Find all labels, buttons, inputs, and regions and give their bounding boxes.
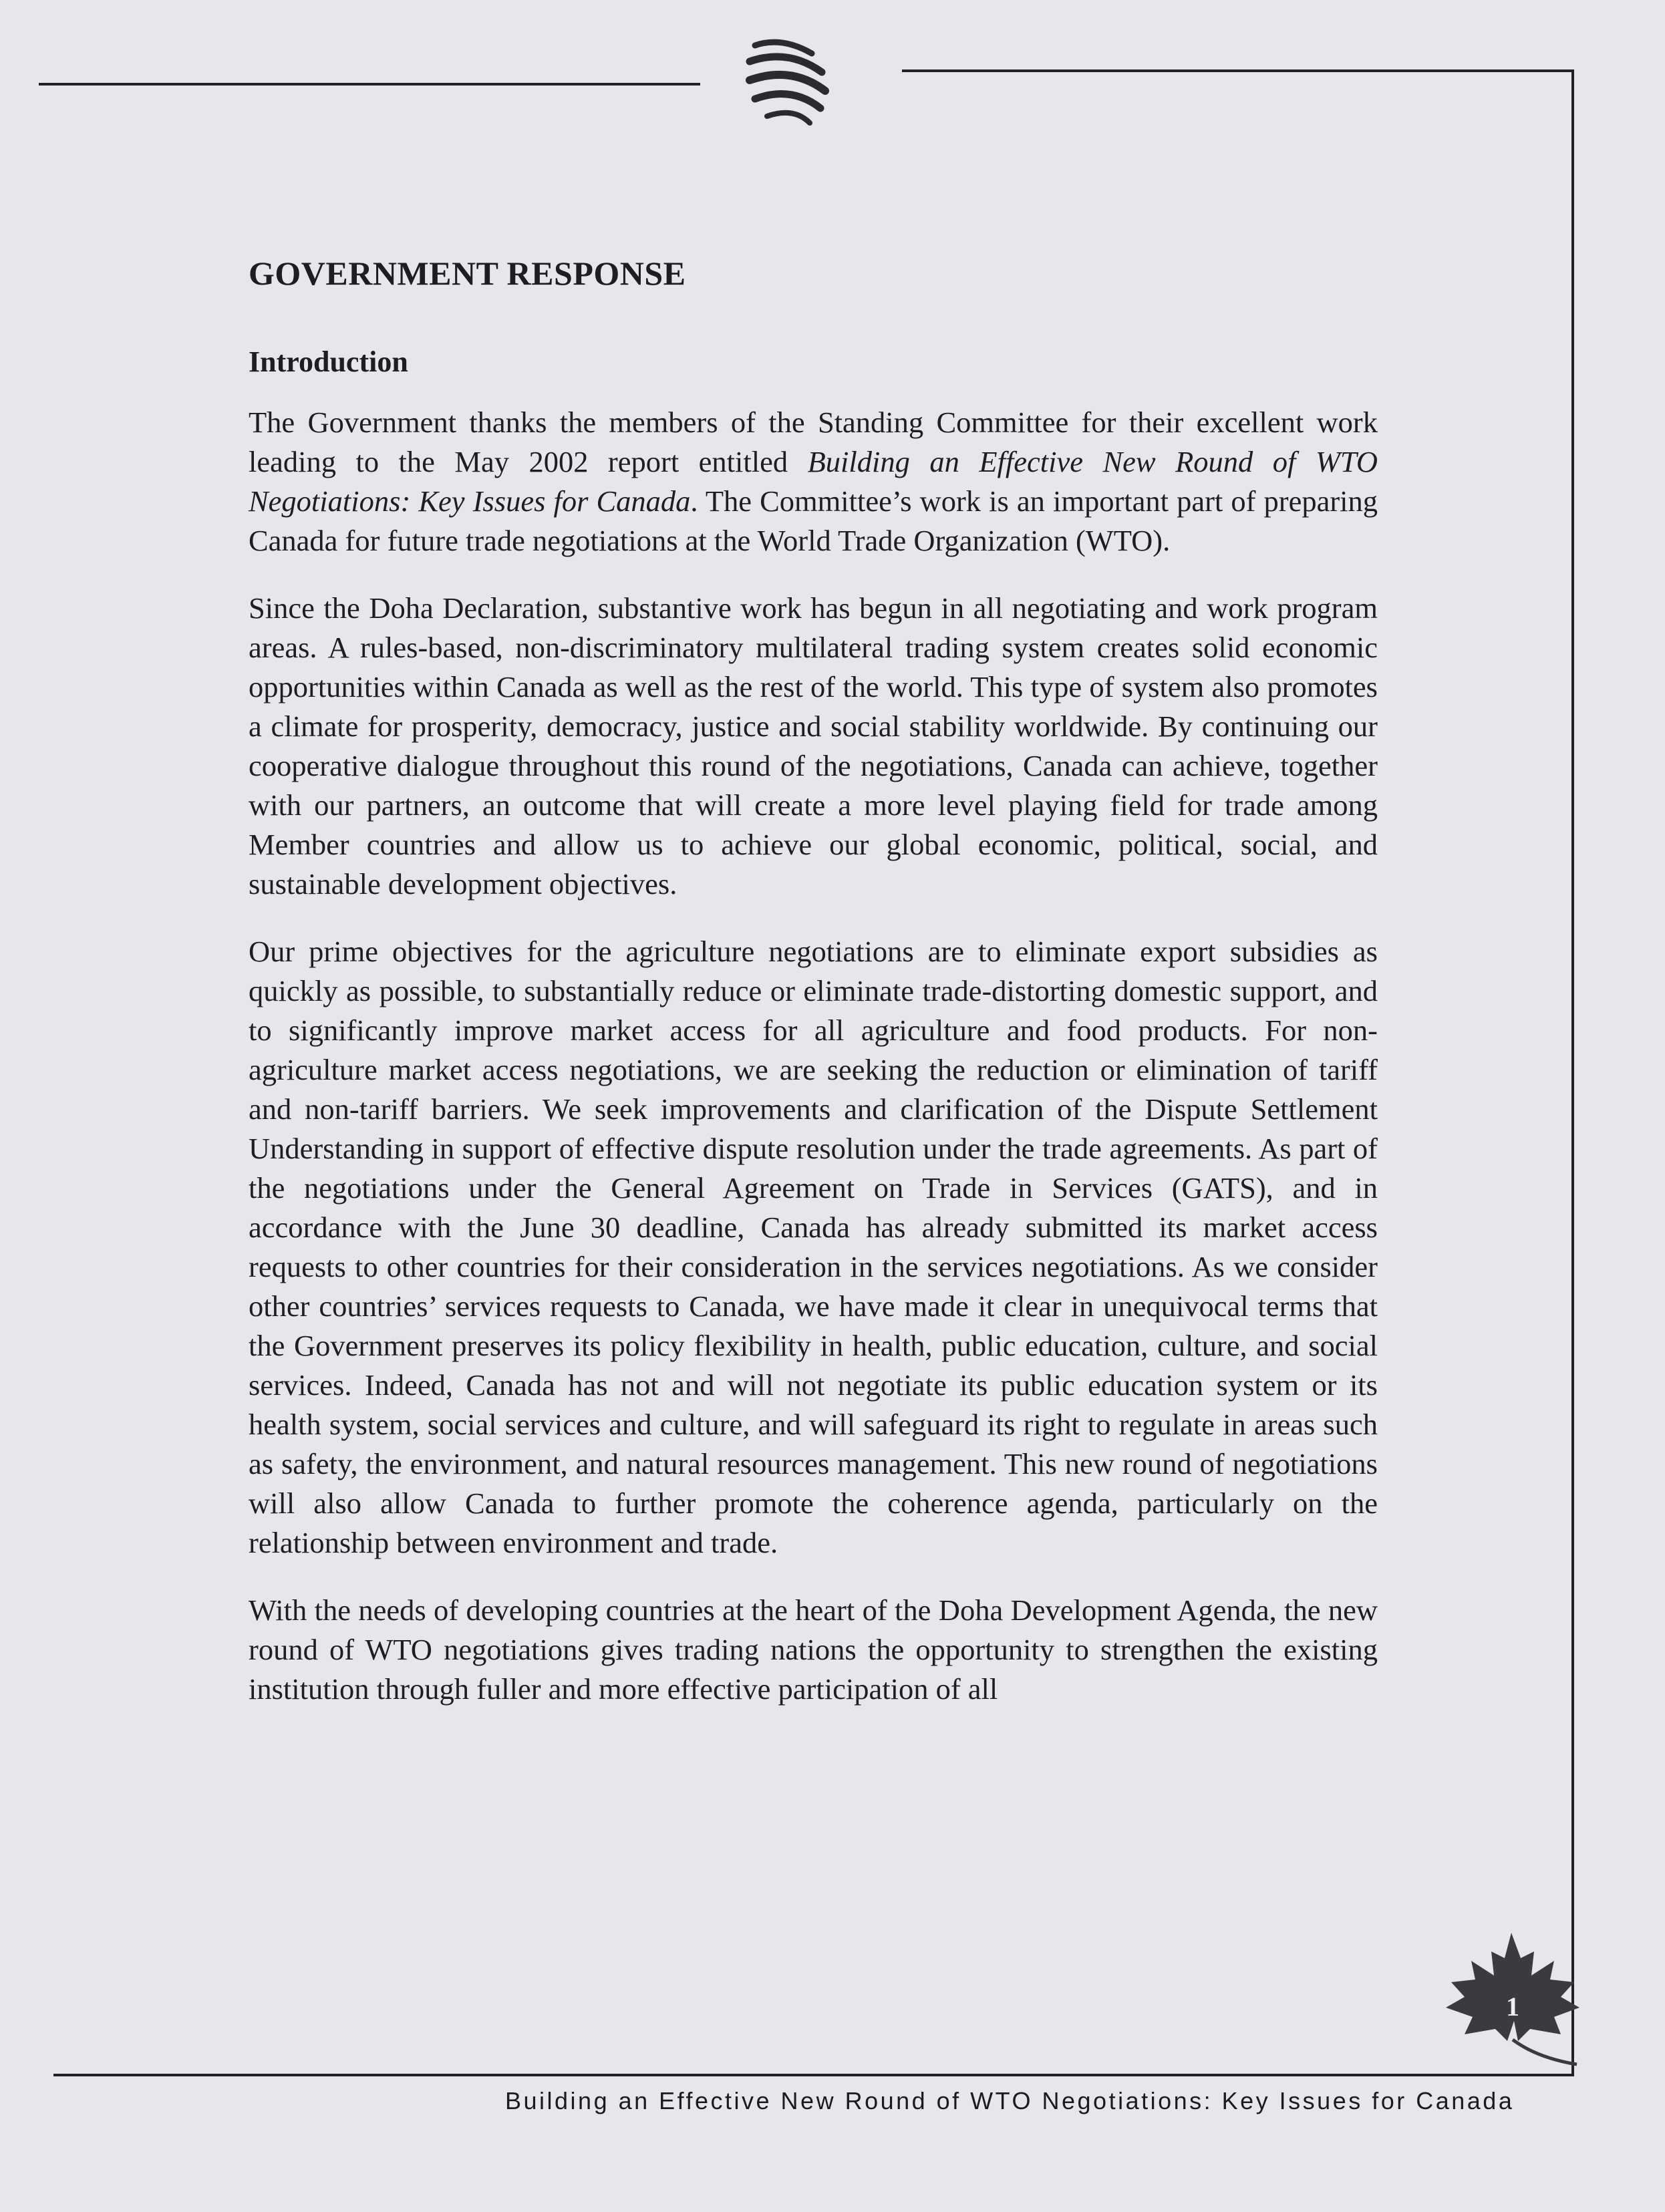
- paragraph-2: Since the Doha Declaration, substantive work has begun in all negotiating and work program areas. A rules-based, non-discriminatory multilateral trading system creates solid economic opportunities within Canada as well as the rest of the world. This type of system also promotes a climate for prosperity, democracy, justice and social stability worldwide. By continuing our cooperative dialogue throughout this round of the negotiations, Canada can achieve, together with our partners, an outcome that will create a more level playing field for trade among Member countries and allow us to achieve our global economic, political, social, and sustainable development objectives.: [249, 591, 1378, 901]
- paragraph-3: Our prime objectives for the agriculture negotiations are to eliminate export subsidies as quickly as possible, to substantially reduce or eliminate trade-distorting domestic support, and to significantly improve market access for all agriculture and food products. For non-agriculture market access negotiations, we are seeking the reduction or elimination of tariff and non-tariff barriers. We seek improvements and clarification of the Dispute Settlement Understanding in support of effective dispute resolution under the trade agreements. As part of the negotiations under the General Agreement on Trade in Services (GATS), and in accordance with the June 30 deadline, Canada has already submitted its market access requests to other countries for their consideration in the services negotiations. As we consider other countries’ services requests to Canada, we have made it clear in unequivocal terms that the Government preserves its policy flexibility in health, public education, culture, and social services. Indeed, Canada has not and will not negotiate its public education system or its health system, social services and culture, and will safeguard its right to regulate in areas such as safety, the environment, and natural resources management. This new round of negotiations will also allow Canada to further promote the coherence agenda, particularly on the relationship between environment and trade.: [249, 935, 1378, 1559]
- paragraph-1-text-end: . The Committee’s work is an important part of preparing Canada for future trade negotiations at the World Trade Organization (WTO).: [249, 484, 1378, 557]
- footer-title: Building an Effective New Round of WTO Negotiations: Key Issues for Canada: [505, 2087, 1515, 2114]
- paragraph-1-text-start: The Government thanks the members of the Standing Committee for their excellent work leading to the May 2002 report entitled: [249, 406, 1378, 478]
- footer-rule: [53, 2074, 1574, 2076]
- report-title-italic: Building an Effective New Round of WTO Negotiations: Key Issues for Canada: [249, 445, 1378, 518]
- header-rule-left: [39, 83, 700, 86]
- section-heading: GOVERNMENT RESPONSE: [249, 255, 686, 292]
- header-rule-right: [902, 69, 1574, 72]
- paragraph-1: [249, 403, 1378, 561]
- page-number: 1: [1506, 1992, 1519, 2022]
- page-frame-right: [1571, 69, 1574, 2075]
- maple-leaf-icon: [1436, 1927, 1590, 2071]
- subsection-heading: Introduction: [249, 345, 408, 378]
- main-content: [249, 254, 1378, 1737]
- wto-logo-icon: [735, 33, 855, 134]
- paragraph-4: With the needs of developing countries at the heart of the Doha Development Agenda, the new round of WTO negotiations gives trading nations the opportunity to strengthen the existing institution through fuller and more effective participation of all: [249, 1593, 1378, 1706]
